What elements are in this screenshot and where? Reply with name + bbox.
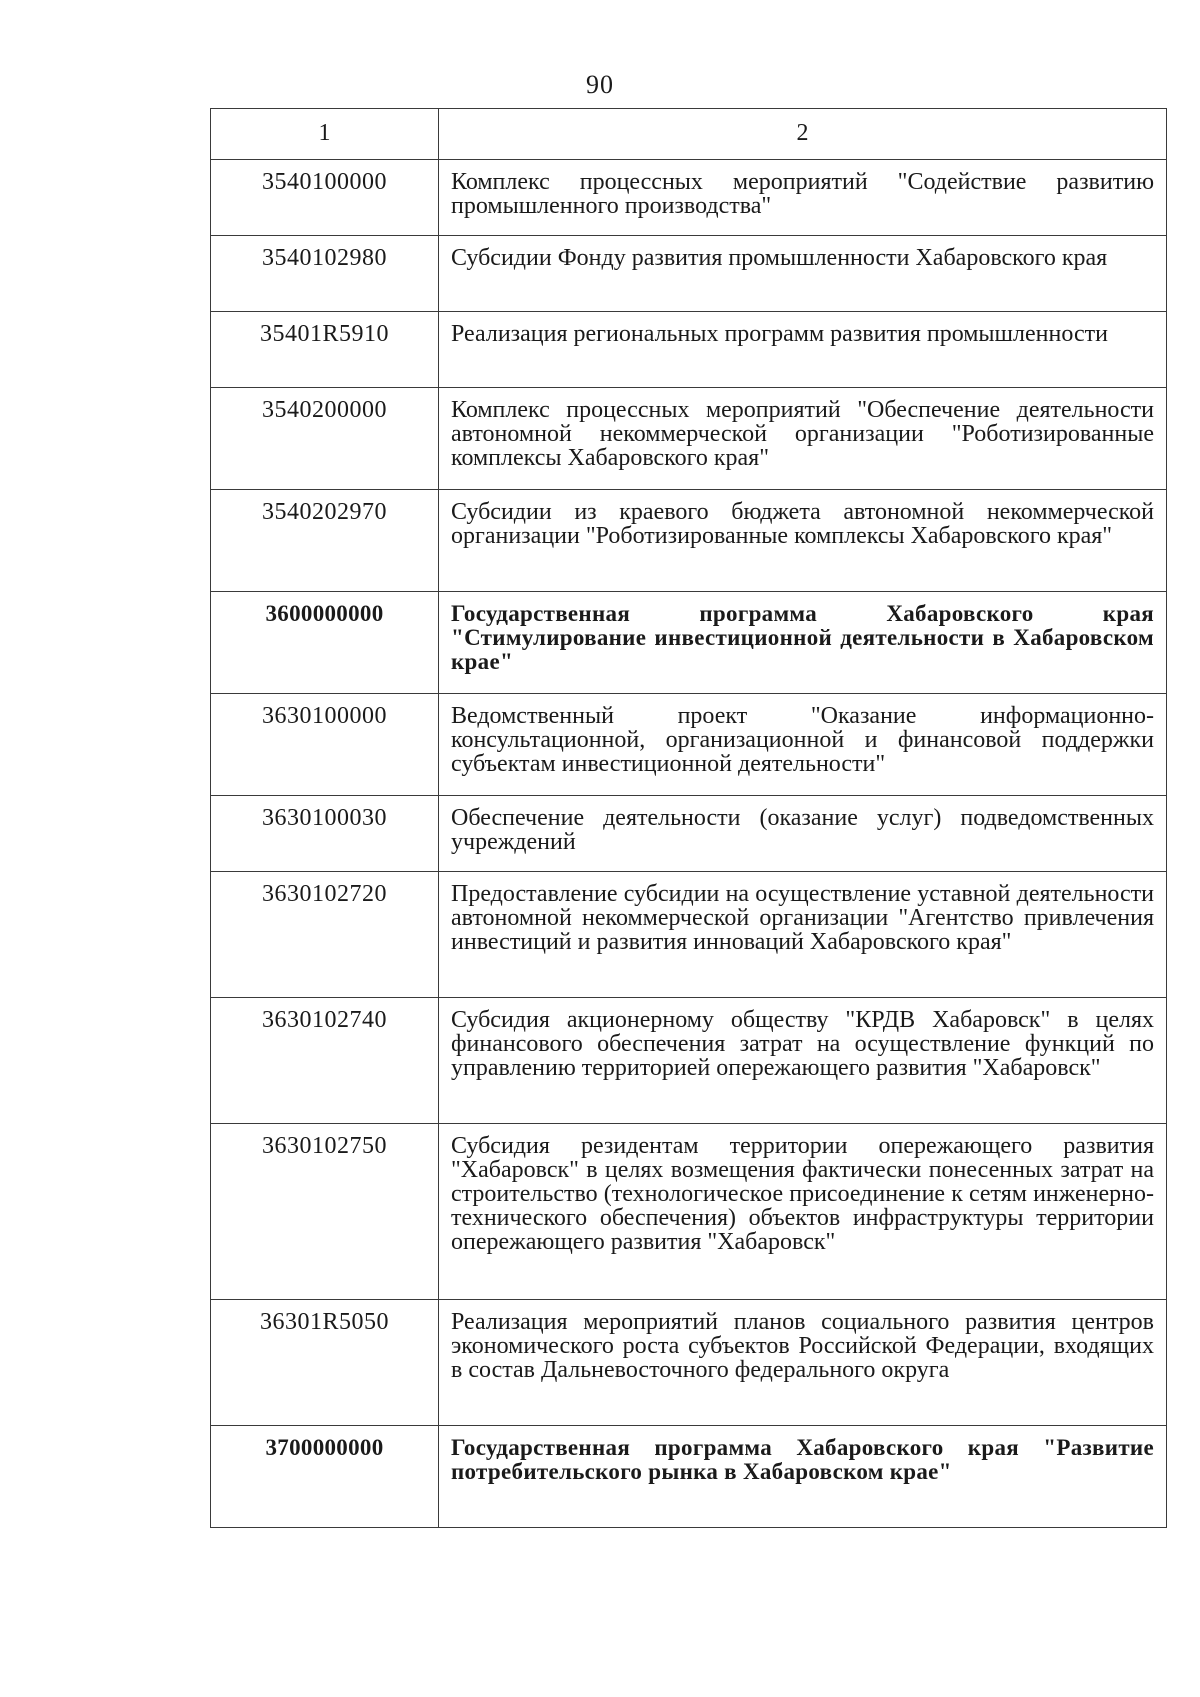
table-row bbox=[211, 694, 1167, 796]
code-cell: 36301R5050 bbox=[211, 1300, 439, 1426]
code-cell: 3600000000 bbox=[211, 592, 439, 694]
description-cell: Ведомственный проект "Оказание информационно-консультационной, организационной и финансовой поддержки субъектам инвестиционной деятельности" bbox=[439, 694, 1167, 796]
code-cell: 3630102720 bbox=[211, 872, 439, 998]
code-cell: 3630102750 bbox=[211, 1124, 439, 1300]
code-cell: 3540102980 bbox=[211, 236, 439, 312]
code-cell: 3700000000 bbox=[211, 1426, 439, 1528]
description-cell: Государственная программа Хабаровского края "Развитие потребительского рынка в Хабаровском крае" bbox=[439, 1426, 1167, 1528]
description-cell: Субсидии Фонду развития промышленности Хабаровского края bbox=[439, 236, 1167, 312]
table-row bbox=[211, 1124, 1167, 1300]
description-cell: Субсидия акционерному обществу "КРДВ Хабаровск" в целях финансового обеспечения затрат на осуществление функций по управлению территорией опережающего развития "Хабаровск" bbox=[439, 998, 1167, 1124]
code-cell: 3540200000 bbox=[211, 388, 439, 490]
code-cell: 3630102740 bbox=[211, 998, 439, 1124]
description-cell: Комплекс процессных мероприятий "Обеспечение деятельности автономной некоммерческой организации "Роботизированные комплексы Хабаровского края" bbox=[439, 388, 1167, 490]
table-row bbox=[211, 236, 1167, 312]
table-row bbox=[211, 872, 1167, 998]
table-row bbox=[211, 312, 1167, 388]
code-cell: 3630100000 bbox=[211, 694, 439, 796]
description-cell: Субсидии из краевого бюджета автономной некоммерческой организации "Роботизированные комплексы Хабаровского края" bbox=[439, 490, 1167, 592]
table-row bbox=[211, 490, 1167, 592]
table-row bbox=[211, 592, 1167, 694]
table-header-row bbox=[211, 109, 1167, 160]
table-row bbox=[211, 1426, 1167, 1528]
page-number: 90 bbox=[586, 70, 614, 99]
description-cell: Предоставление субсидии на осуществление уставной деятельности автономной некоммерческой организации "Агентство привлечения инвестиций и развития инноваций Хабаровского края" bbox=[439, 872, 1167, 998]
description-cell: Комплекс процессных мероприятий "Содействие развитию промышленного производства" bbox=[439, 160, 1167, 236]
code-cell: 35401R5910 bbox=[211, 312, 439, 388]
code-cell: 3540100000 bbox=[211, 160, 439, 236]
description-cell: Обеспечение деятельности (оказание услуг) подведомственных учреждений bbox=[439, 796, 1167, 872]
table-row bbox=[211, 796, 1167, 872]
column-header-2: 2 bbox=[439, 109, 1167, 160]
description-cell: Реализация региональных программ развития промышленности bbox=[439, 312, 1167, 388]
table-row bbox=[211, 160, 1167, 236]
description-cell: Государственная программа Хабаровского края "Стимулирование инвестиционной деятельности в Хабаровском крае" bbox=[439, 592, 1167, 694]
code-cell: 3540202970 bbox=[211, 490, 439, 592]
description-cell: Реализация мероприятий планов социального развития центров экономического роста субъектов Российской Федерации, входящих в состав Дальневосточного федерального округа bbox=[439, 1300, 1167, 1426]
table-row bbox=[211, 998, 1167, 1124]
column-header-1: 1 bbox=[211, 109, 439, 160]
code-cell: 3630100030 bbox=[211, 796, 439, 872]
table-row bbox=[211, 388, 1167, 490]
classification-table bbox=[210, 108, 1167, 1528]
description-cell: Субсидия резидентам территории опережающего развития "Хабаровск" в целях возмещения фактически понесенных затрат на строительство (технологическое присоединение к сетям инженерно-технического обеспечения) объектов инфраструктуры территории опережающего развития "Хабаровск" bbox=[439, 1124, 1167, 1300]
table-row bbox=[211, 1300, 1167, 1426]
